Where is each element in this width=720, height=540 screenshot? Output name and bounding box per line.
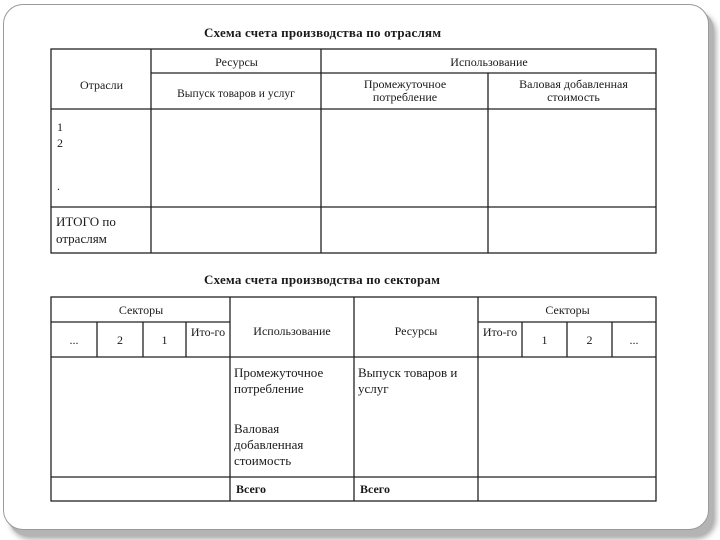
right-sectors-header: Секторы [545, 303, 590, 317]
right-col-1: 1 [541, 333, 548, 347]
total-right: Всего [360, 482, 390, 496]
left-col-2: 2 [117, 333, 123, 347]
left-sectors-header: Секторы [118, 303, 164, 317]
col-resources-header: Ресурсы [394, 324, 438, 338]
slide-frame [3, 4, 709, 530]
col-usage-header: Использование [253, 324, 331, 338]
table2-title: Схема счета производства по секторам [204, 272, 441, 287]
total-left: Всего [236, 482, 266, 496]
group-resources-header: Ресурсы [215, 55, 258, 69]
left-col-ellipsis: ... [69, 333, 79, 347]
right-col-ellipsis: ... [629, 333, 639, 347]
row-label-2: 2 [57, 136, 63, 150]
right-col-2: 2 [586, 333, 593, 347]
right-col-total: Ито-го [482, 325, 518, 339]
row-label-1: 1 [57, 120, 63, 134]
usage-item-intermediate: Промежуточное потребление [234, 365, 324, 396]
usage-item-gva: Валовая добавленная стоимость [234, 421, 304, 468]
col-intermediate-header: Промежуточное потребление [363, 77, 447, 104]
resource-item-output: Выпуск товаров и услуг [358, 365, 458, 396]
table1-title: Схема счета производства по отраслям [204, 25, 442, 40]
group-usage-header: Использование [450, 55, 528, 69]
row-label-dot: . [57, 179, 60, 193]
col-gva-header: Валовая добавленная стоимость [519, 77, 628, 104]
col-industries-header: Отрасли [79, 78, 124, 92]
left-col-1: 1 [161, 333, 168, 347]
left-col-total: Ито-го [190, 325, 226, 339]
col-output-header: Выпуск товаров и услуг [177, 88, 295, 100]
total-label: ИТОГО по отраслям [56, 214, 116, 246]
